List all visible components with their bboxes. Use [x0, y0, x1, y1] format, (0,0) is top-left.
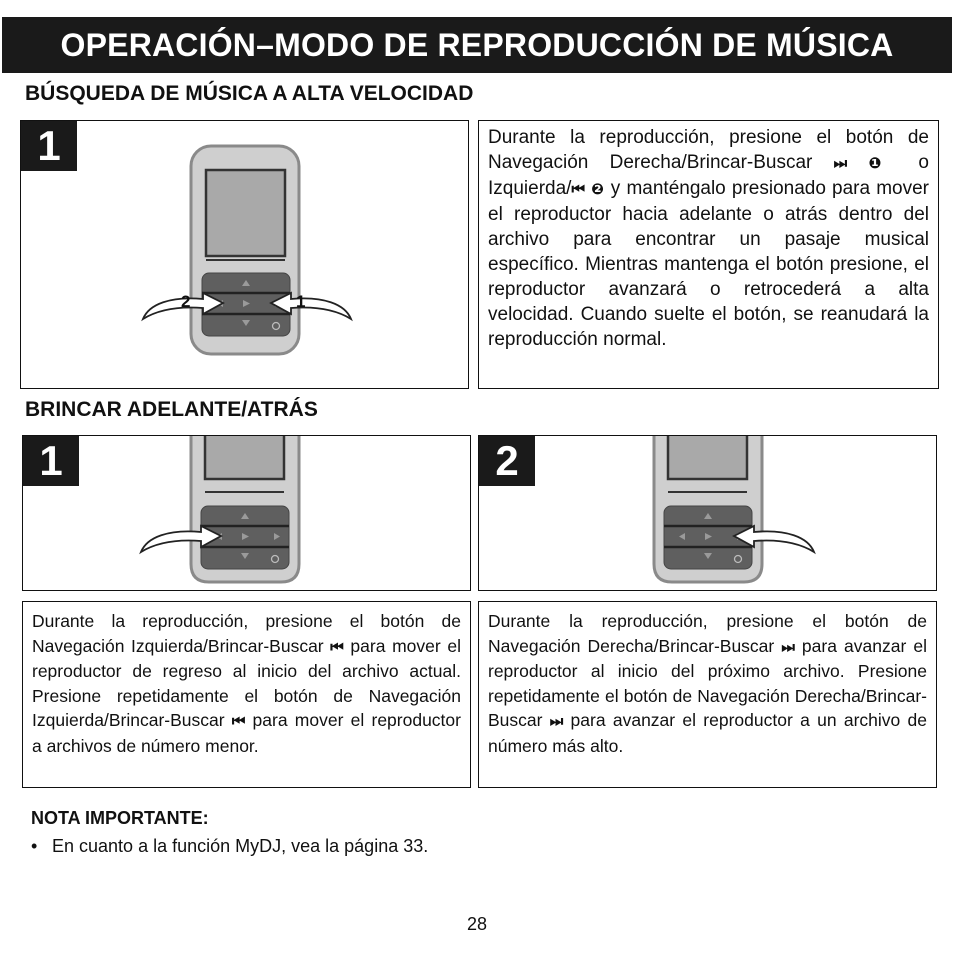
instruction-text-skip-back: Durante la reproducción, presione el botón de Navegación Izquierda/Brincar-Buscar ⏮ para mover el reproductor de regreso al inicio del archivo actual. Presione repetidamente el botón de Navegación Izquierda/Brincar-Buscar ⏮ para mover el reproductor a archivos de número menor. — [32, 611, 461, 756]
player-illustration — [23, 436, 470, 590]
player-illustration — [21, 121, 468, 388]
figure-fast-search — [20, 120, 469, 389]
note-heading: NOTA IMPORTANTE: — [31, 808, 209, 828]
callout-2: 2 — [181, 292, 191, 311]
text-box-skip-back — [22, 601, 471, 788]
text-box-skip-forward — [478, 601, 937, 788]
page-number: 28 — [466, 914, 488, 934]
step-number-badge: 2 — [479, 436, 535, 486]
figure-skip-back — [22, 435, 471, 591]
section-heading-skip: BRINCAR ADELANTE/ATRÁS — [25, 398, 318, 421]
callout-marker-2: ❷ — [591, 180, 605, 198]
figure-skip-forward — [478, 435, 937, 591]
note-bullet: • — [31, 836, 38, 856]
text-box-fast-search — [478, 120, 939, 389]
callout-1: 1 — [296, 292, 306, 311]
player-illustration — [479, 436, 936, 590]
note-item: En cuanto a la función MyDJ, vea la página 33. — [52, 836, 429, 856]
skip-forward-icon: ⏭ — [781, 637, 795, 656]
skip-forward-icon: ⏭ — [833, 154, 848, 172]
callout-marker-1: ❶ — [868, 154, 898, 172]
skip-back-icon: ⏮ — [571, 180, 585, 198]
section-heading-fast-search: BÚSQUEDA DE MÚSICA A ALTA VELOCIDAD — [25, 82, 474, 105]
page-title: OPERACIÓN–MODO DE REPRODUCCIÓN DE MÚSICA — [60, 27, 894, 63]
skip-forward-icon: ⏭ — [549, 712, 564, 730]
instruction-text-skip-forward: Durante la reproducción, presione el botón de Navegación Derecha/Brincar-Buscar ⏭ para avanzar el reproductor al inicio del próximo archivo. Presione repetidamente el botón de Navegación Derecha/Brincar-Buscar ⏭ para avanzar el reproductor a un archivo de número más alto. — [488, 611, 927, 756]
skip-back-icon: ⏮ — [231, 712, 246, 730]
step-number-badge: 1 — [21, 121, 77, 171]
skip-back-icon: ⏮ — [330, 637, 344, 656]
step-number-badge: 1 — [23, 436, 79, 486]
instruction-text-fast-search: Durante la reproducción, presione el botón de Navegación Derecha/Brincar-Buscar ⏭ ❶ o Izquierda/⏮ ❷ y manténgalo presionado para mover el reproductor hacia adelante o atrás dentro del archivo para encontrar un pasaje musical específico. Mientras mantenga el botón presione, el reproductor avanzará o retrocederá a alta velocidad. Cuando suelte el botón, se reanudará la reproducción normal. — [488, 127, 929, 350]
